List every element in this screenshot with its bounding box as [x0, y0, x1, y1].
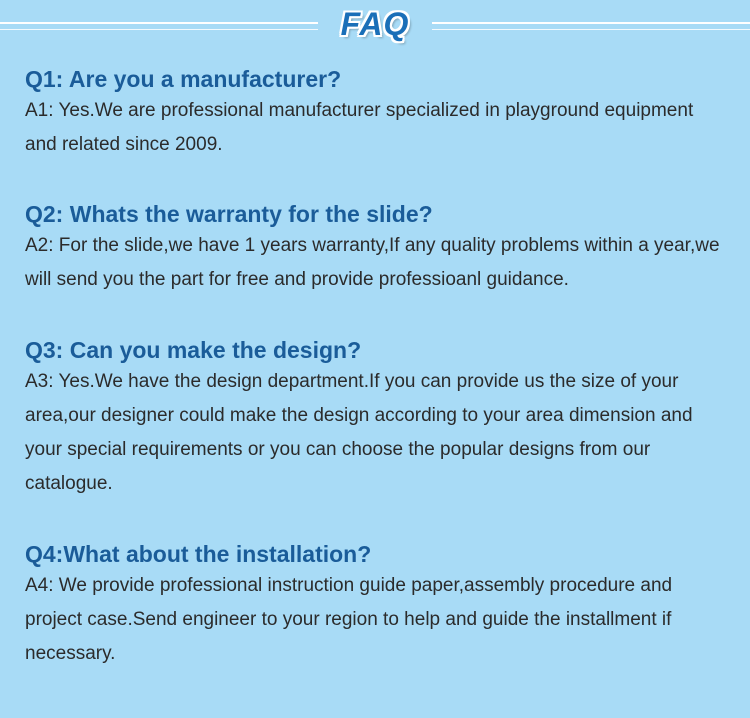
faq-header	[0, 0, 750, 46]
faq-title-badge	[318, 2, 432, 46]
faq-question: Q1: Are you a manufacturer?	[25, 66, 342, 92]
faq-item	[25, 64, 725, 162]
faq-question: Q3: Can you make the design?	[25, 337, 362, 363]
faq-question: Q2: Whats the warranty for the slide?	[25, 201, 433, 227]
faq-question: Q4:What about the installation?	[25, 541, 372, 567]
faq-answer: A2: For the slide,we have 1 years warranty,If any quality problems within a year,we will send you the part for free and provide professioanl guidance.	[25, 235, 720, 290]
faq-item	[25, 539, 725, 671]
faq-answer: A4: We provide professional instruction guide paper,assembly procedure and project case.Send engineer to your region to help and guide the installment if necessary.	[25, 575, 673, 664]
faq-item	[25, 199, 725, 297]
page-title: FAQ	[340, 6, 410, 42]
faq-answer: A3: Yes.We have the design department.If you can provide us the size of your area,our designer could make the design according to your area dimension and your special requirements or you can choose the popular designs from our catalogue.	[25, 371, 693, 494]
faq-item	[25, 335, 725, 501]
faq-answer: A1: Yes.We are professional manufacturer specialized in playground equipment and related since 2009.	[25, 100, 694, 155]
